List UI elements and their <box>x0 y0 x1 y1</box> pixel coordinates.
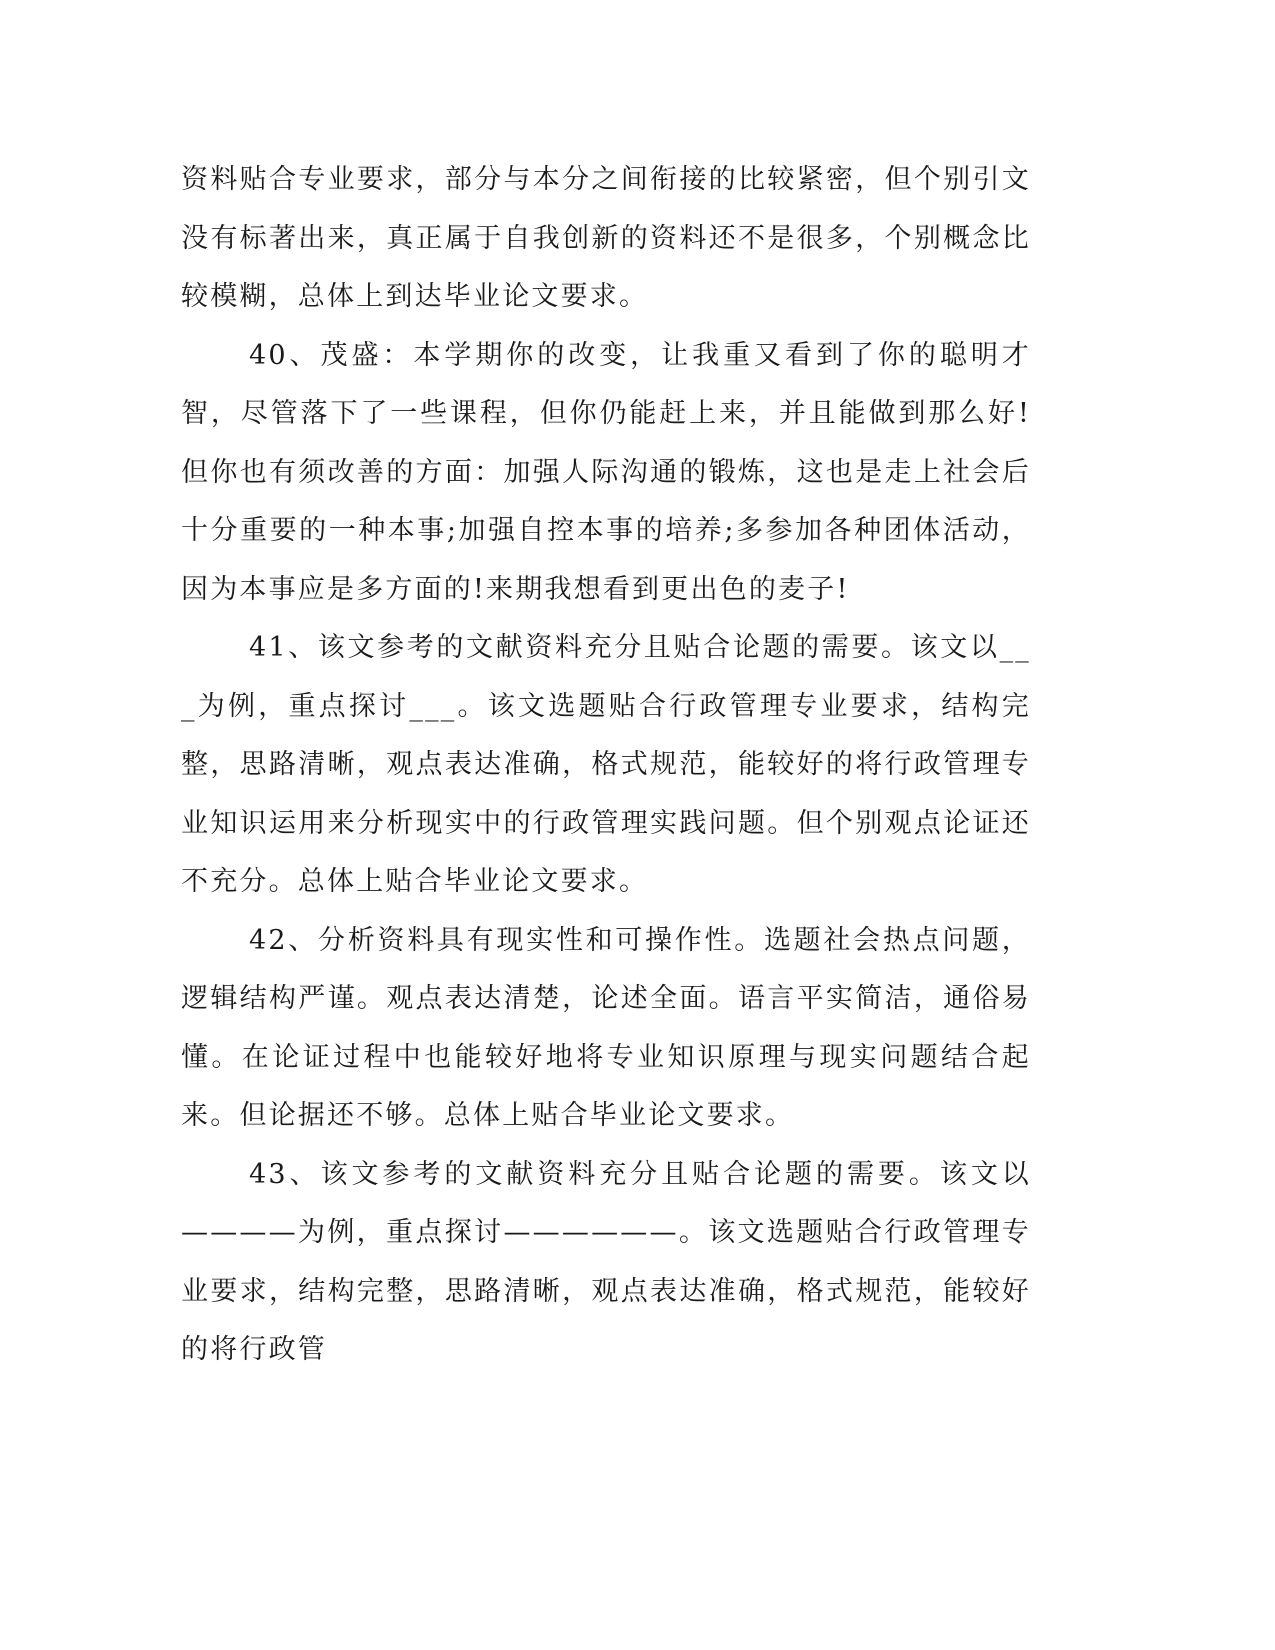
paragraph-42: 42、分析资料具有现实性和可操作性。选题社会热点问题，逻辑结构严谨。观点表达清楚，论述全面。语言平实简洁，通俗易懂。在论证过程中也能较好地将专业知识原理与现实问题结合起来。但论据还不够。总体上贴合毕业论文要求。 <box>181 924 1031 1131</box>
paragraph-43: 43、该文参考的文献资料充分且贴合论题的需要。该文以————为例，重点探讨——————。该文选题贴合行政管理专业要求，结构完整，思路清晰，观点表达准确，格式规范，能较好的将行政管 <box>181 1158 1031 1365</box>
document-body <box>181 151 1031 1380</box>
paragraph-continuation: 资料贴合专业要求，部分与本分之间衔接的比较紧密，但个别引文没有标著出来，真正属于自我创新的资料还不是很多，个别概念比较模糊，总体上到达毕业论文要求。 <box>181 164 1031 312</box>
paragraph-40: 40、茂盛：本学期你的改变，让我重又看到了你的聪明才智，尽管落下了一些课程，但你仍能赶上来，并且能做到那么好!但你也有须改善的方面：加强人际沟通的锻炼，这也是走上社会后十分重要的一种本事;加强自控本事的培养;多参加各种团体活动，因为本事应是多方面的!来期我想看到更出色的麦子! <box>181 339 1031 605</box>
paragraph-41: 41、该文参考的文献资料充分且贴合论题的需要。该文以___为例，重点探讨___。该文选题贴合行政管理专业要求，结构完整，思路清晰，观点表达准确，格式规范，能较好的将行政管理专业知识运用来分析现实中的行政管理实践问题。但个别观点论证还不充分。总体上贴合毕业论文要求。 <box>181 632 1031 897</box>
